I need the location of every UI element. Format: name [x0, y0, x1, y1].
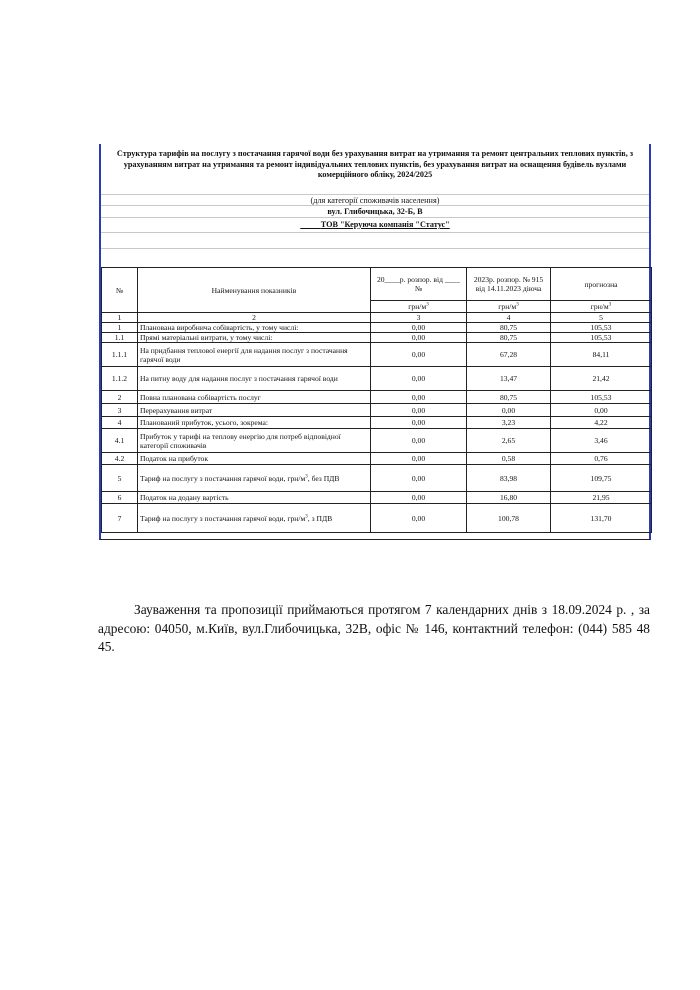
table-row — [102, 465, 652, 492]
row-indicator-name: Повна планована собівартість послуг — [138, 391, 371, 404]
row-current-value: 13,47 — [467, 367, 551, 391]
table-row — [102, 417, 652, 429]
row-draft-value: 0,00 — [371, 343, 467, 367]
row-indicator-name: На придбання теплової енергії для надання послуг з постачання гарячої води — [138, 343, 371, 367]
row-forecast-value: 3,46 — [551, 429, 652, 453]
column-index-row — [102, 313, 652, 323]
unit-cell: грн/$м^3$ — [467, 301, 551, 313]
row-current-value: 83,98 — [467, 465, 551, 492]
row-indicator-name: Планований прибуток, усього, зокрема: — [138, 417, 371, 429]
table-row — [102, 323, 652, 333]
table-row — [102, 391, 652, 404]
row-forecast-value: 4,22 — [551, 417, 652, 429]
row-number: 1.1.2 — [102, 367, 138, 391]
row-draft-value: 0,00 — [371, 465, 467, 492]
col-draft-header: 20____р. розпор. від ____ № — [371, 268, 467, 301]
row-forecast-value: 84,11 — [551, 343, 652, 367]
table-header-block — [101, 144, 649, 267]
row-forecast-value: 21,95 — [551, 492, 652, 504]
row-current-value: 67,28 — [467, 343, 551, 367]
row-indicator-name: Перерахування витрат — [138, 404, 371, 417]
row-current-value: 2,65 — [467, 429, 551, 453]
row-draft-value: 0,00 — [371, 367, 467, 391]
unit-cell: грн/$м^3$ — [551, 301, 652, 313]
row-current-value: 80,75 — [467, 323, 551, 333]
row-forecast-value: 105,53 — [551, 391, 652, 404]
col-current-header: 2023р. розпор. № 915 від 14.11.2023 діюча — [467, 268, 551, 301]
tariff-document-frame — [99, 144, 651, 540]
table-row — [102, 367, 652, 391]
row-indicator-name: Прямі матеріальні витрати, у тому числі: — [138, 333, 371, 343]
table-row — [102, 333, 652, 343]
blank-row — [101, 249, 649, 267]
row-indicator-name: На питну воду для надання послуг з постачання гарячої води — [138, 367, 371, 391]
row-forecast-value: 105,53 — [551, 333, 652, 343]
table-row — [102, 492, 652, 504]
row-number: 4.2 — [102, 453, 138, 465]
row-current-value: 3,23 — [467, 417, 551, 429]
building-address: вул. Глибочицька, 32-Б, В — [101, 206, 649, 218]
comments-notice: Зауваження та пропозиції приймаються протягом 7 календарних днів з 18.09.2024 р. , за адресою: 04050, м.Київ, вул.Глибочицька, 32В, офіс № 146, контактний телефон: (044) 585 48 45. — [98, 602, 650, 655]
row-forecast-value: 131,70 — [551, 504, 652, 533]
row-draft-value: 0,00 — [371, 391, 467, 404]
row-indicator-name: Тариф на послугу з постачання гарячої води, грн/$м^3$, з ПДВ — [138, 504, 371, 533]
row-current-value: 0,00 — [467, 404, 551, 417]
row-indicator-name: Тариф на послугу з постачання гарячої води, грн/$м^3$, без ПДВ — [138, 465, 371, 492]
row-current-value: 80,75 — [467, 333, 551, 343]
col-number-header: № — [102, 268, 138, 313]
row-number: 4.1 — [102, 429, 138, 453]
row-forecast-value: 0,00 — [551, 404, 652, 417]
row-draft-value: 0,00 — [371, 404, 467, 417]
col-forecast-header: прогнозна — [551, 268, 652, 301]
consumer-category: (для категорії споживачів населення) — [101, 195, 649, 206]
document-title: Структура тарифів на послугу з постачання гарячої води без урахування витрат на утримання та ремонт центральних теплових пунктів, з урахуванням витрат на утримання та ремонт індивідуальних теплових пунктів, без урахування витрат на оснащення будівель вузлами комерційного обліку, 2024/2025 — [101, 144, 649, 195]
tariff-structure-table — [101, 267, 652, 533]
row-number: 1.1.1 — [102, 343, 138, 367]
row-forecast-value: 0,76 — [551, 453, 652, 465]
row-indicator-name: Прибуток у тарифі на теплову енергію для потреб відповідної категорії споживачів — [138, 429, 371, 453]
row-current-value: 0,58 — [467, 453, 551, 465]
row-draft-value: 0,00 — [371, 333, 467, 343]
column-index: 1 — [102, 313, 138, 323]
row-draft-value: 0,00 — [371, 323, 467, 333]
column-index: 4 — [467, 313, 551, 323]
row-forecast-value: 105,53 — [551, 323, 652, 333]
table-row — [102, 404, 652, 417]
row-draft-value: 0,00 — [371, 429, 467, 453]
row-number: 1 — [102, 323, 138, 333]
row-current-value: 80,75 — [467, 391, 551, 404]
row-number: 5 — [102, 465, 138, 492]
row-forecast-value: 109,75 — [551, 465, 652, 492]
row-number: 3 — [102, 404, 138, 417]
row-draft-value: 0,00 — [371, 417, 467, 429]
company-name-row — [101, 218, 649, 233]
row-draft-value: 0,00 — [371, 453, 467, 465]
table-row — [102, 429, 652, 453]
column-index: 2 — [138, 313, 371, 323]
row-draft-value: 0,00 — [371, 504, 467, 533]
unit-cell: грн/$м^3$ — [371, 301, 467, 313]
row-number: 4 — [102, 417, 138, 429]
table-row — [102, 453, 652, 465]
table-header-row — [102, 268, 652, 301]
table-row — [102, 343, 652, 367]
column-index: 3 — [371, 313, 467, 323]
row-draft-value: 0,00 — [371, 492, 467, 504]
blank-row — [101, 233, 649, 249]
row-number: 2 — [102, 391, 138, 404]
row-current-value: 16,80 — [467, 492, 551, 504]
col-name-header: Найменування показників — [138, 268, 371, 313]
table-row — [102, 504, 652, 533]
row-indicator-name: Планована виробнича собівартість, у тому числі: — [138, 323, 371, 333]
row-forecast-value: 21,42 — [551, 367, 652, 391]
company-underline-lead — [300, 220, 320, 229]
row-number: 6 — [102, 492, 138, 504]
row-current-value: 100,78 — [467, 504, 551, 533]
column-index: 5 — [551, 313, 652, 323]
row-indicator-name: Податок на додану вартість — [138, 492, 371, 504]
row-indicator-name: Податок на прибуток — [138, 453, 371, 465]
row-number: 7 — [102, 504, 138, 533]
row-number: 1.1 — [102, 333, 138, 343]
company-name: ТОВ "Керуюча компанія "Статус" — [320, 220, 450, 229]
